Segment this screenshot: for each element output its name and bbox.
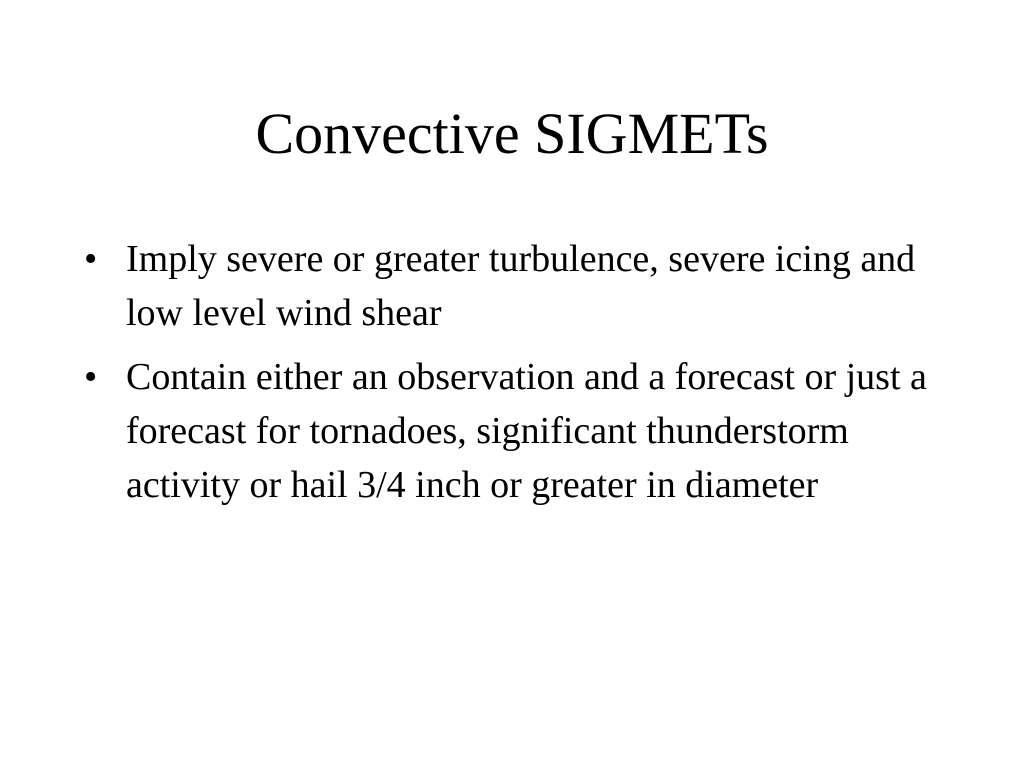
bullet-item-1 [84, 232, 954, 340]
bullet-item-2 [84, 350, 954, 512]
bullet-marker: • [84, 238, 98, 280]
bullet-text: Imply severe or greater turbulence, severe icing and low level wind shear [126, 238, 916, 334]
bullet-marker: • [84, 356, 98, 398]
slide-title: Convective SIGMETs [255, 101, 769, 166]
bullet-list [84, 232, 954, 522]
bullet-text: Contain either an observation and a forecast or just a forecast for tornadoes, significant thunderstorm activity or hail 3/4 inch or greater in diameter [126, 356, 927, 506]
